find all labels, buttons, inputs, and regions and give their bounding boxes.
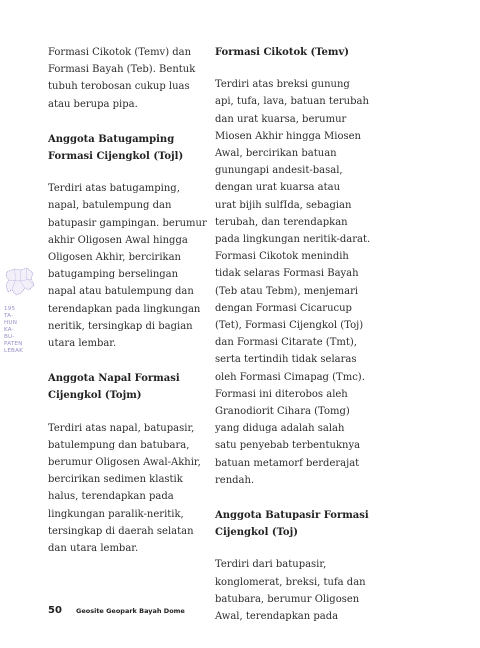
heading-temv: Formasi Cikotok (Temv) xyxy=(215,47,350,58)
paragraph-tojl: Terdiri atas batugamping, napal, batulempung dan batupasir gampingan. berumur akhir Oligosen Awal hingga Oligosen Akhir, bercirikan batugamping berselingan napal atau batulempung dan terendapkan pada lingkungan neritik, tersingkap di bagian utara lembar. xyxy=(48,183,207,350)
footer-title: Geosite Geopark Bayah Dome xyxy=(76,607,185,615)
intro-paragraph: Formasi Cikotok (Temv) dan Formasi Bayah (Teb). Bentuk tubuh terobosan cukup luas atau berupa pipa. xyxy=(48,47,196,110)
side-marker xyxy=(4,266,40,355)
page-footer xyxy=(48,598,185,617)
region-map-icon xyxy=(4,266,36,298)
heading-tojl: Anggota Batugamping Formasi Cijengkol (Tojl) xyxy=(48,133,184,163)
right-column xyxy=(215,44,380,625)
page-number: 50 xyxy=(48,605,62,616)
paragraph-temv: Terdiri atas breksi gunung api, tufa, lava, batuan terubah dan urat kuarsa, berumur Miosen Akhir hingga Miosen Awal, bercirikan batuan gunungapi andesit-basal, dengan urat kuarsa atau urat bijih sulfIda, sebagian terubah, dan terendapkan pada lingkungan neritik-darat. Formasi Cikotok menindih tidak selaras Formasi Bayah (Teb atau Tebm), menjemari dengan Formasi Cicarucup (Tet), Formasi Cijengkol (Toj) dan Formasi Citarate (Tmt), serta tertindih tidak selaras oleh Formasi Cimapag (Tmc). Formasi ini diterobos aleh Granodiorit Cihara (Tomg) yang diduga adalah salah satu penyebab terbentuknya batuan metamorf berderajat rendah. xyxy=(215,79,371,486)
heading-tojm: Anggota Napal Formasi Cijengkol (Tojm) xyxy=(48,373,180,402)
paragraph-tojm: Terdiri atas napal, batupasir, batulempung dan batubara, berumur Oligosen Awal-Akhir, bercirikan sedimen klastik halus, terendapkan pada lingkungan paralik-neritik, tersingkap di daerah selatan dan utara lembar. xyxy=(48,422,201,555)
side-marker-text: 195 TA- HUN KA- BU- PATEN LEBAK xyxy=(4,306,23,354)
heading-toj: Anggota Batupasir Formasi Cijengkol (Toj) xyxy=(215,510,369,539)
paragraph-toj: Terdiri dari batupasir, konglomerat, breksi, tufa dan batubara, berumur Oligosen Awal, terendapkan pada xyxy=(215,559,366,623)
left-column xyxy=(48,44,208,557)
